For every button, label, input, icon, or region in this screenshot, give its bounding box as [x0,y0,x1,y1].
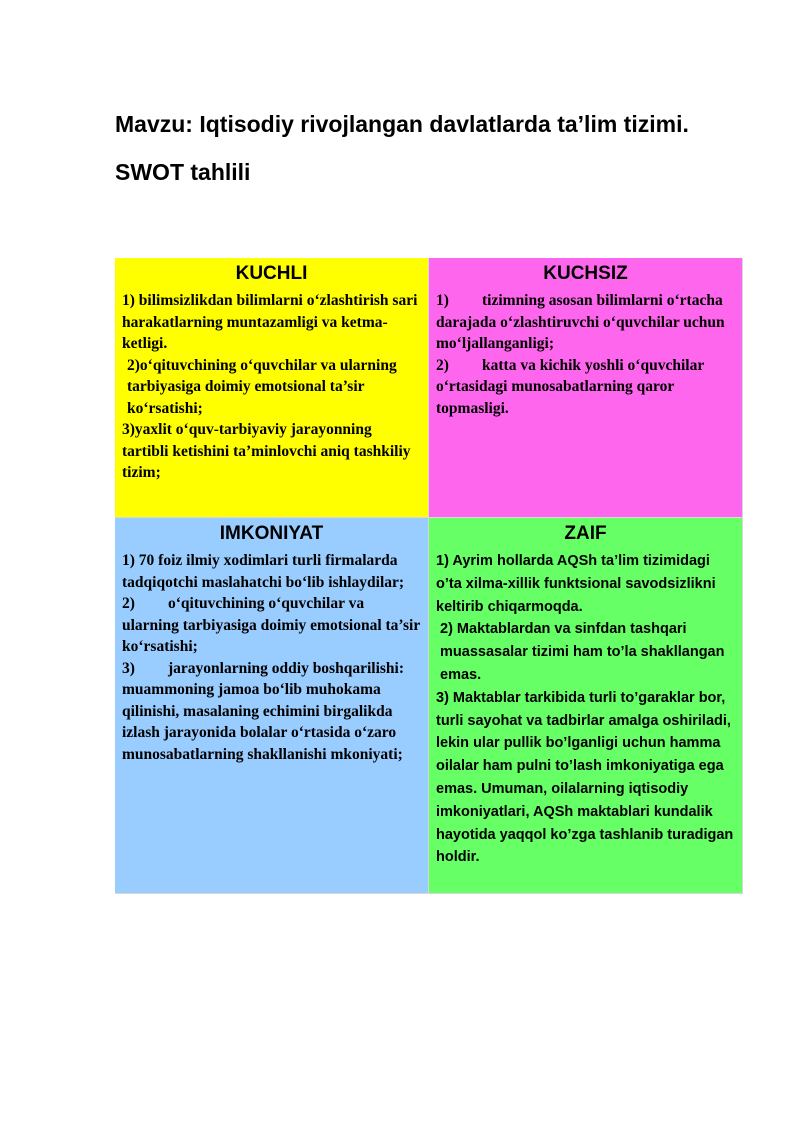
opportunities-cell [115,518,429,894]
threats-heading: ZAIF [564,523,607,544]
opportunities-item-2 [122,593,421,658]
strengths-item-1: 1) bilimsizlikdan bilimlarni o‘zlashtirish sari harakatlarning muntazamligi va ketma-ketligi. [122,292,418,352]
title-line-topic: Mavzu: Iqtisodiy rivojlangan davlatlarda ta’lim tizimi. [115,111,689,137]
opportunities-body [122,550,421,765]
opportunities-item-2-text: o‘qituvchining o‘quvchilar va ularning tarbiyasiga doimiy emotsional ta’sir ko‘rsatishi; [122,595,420,655]
strengths-cell [115,258,429,518]
title-line-swot: SWOT tahlili [115,159,251,185]
weaknesses-item-1 [436,290,735,355]
strengths-item-2: 2)o‘qituvchining o‘quvchilar va ularning tarbiyasiga doimiy emotsional ta’sir ko‘rsatishi; [127,356,397,417]
opportunities-item-3-text: jarayonlarning oddiy boshqarilishi: muammoning jamoa bo‘lib muhokama qilinishi, masalaning echimini birgalikda izlash jarayonida bolalar o‘rtasida o‘zaro munosabatlarning shakllanishi mkoniyati; [122,659,405,763]
opportunities-item-3 [122,658,421,766]
weaknesses-cell [429,258,743,518]
strengths-body [122,290,421,484]
weaknesses-item-2-number: 2) [436,356,449,374]
threats-item-1: 1) Ayrim hollarda AQSh ta’lim tizimidagi o’ta xilma-xillik funktsional savodsizlikni keltirib chiqarmoqda. [436,553,716,615]
weaknesses-item-2 [436,355,735,420]
opportunities-item-1: 1) 70 foiz ilmiy xodimlari turli firmalarda tadqiqotchi maslahatchi bo‘lib ishlaydilar; [122,552,405,591]
threats-item-2: 2) Maktablardan va sinfdan tashqari muassasalar tizimi ham to’la shakllangan emas. [440,621,725,683]
threats-body [436,550,735,869]
weaknesses-item-2-text: katta va kichik yoshli o‘quvchilar o‘rtasidagi munosabatlarning qaror topmasligi. [436,356,704,417]
strengths-heading: KUCHLI [235,263,308,284]
weaknesses-heading: KUCHSIZ [543,263,628,284]
weaknesses-body [436,290,735,419]
strengths-item-3: 3)yaxlit o‘quv-tarbiyaviy jarayonning tartibli ketishini ta’minlovchi aniq tashkiliy tizim; [122,421,411,481]
swot-table [115,258,743,894]
weaknesses-item-1-number: 1) [436,292,449,309]
threats-cell [429,518,743,894]
opportunities-item-3-number: 3) [122,659,135,677]
document-title [115,100,765,196]
opportunities-item-2-number: 2) [122,595,135,612]
threats-item-3: 3) Maktablar tarkibida turli to’garaklar bor, turli sayohat va tadbirlar amalga oshiriladi, lekin ular pullik bo’lganligi uchun hamma oilalar ham pulni to’lash imkoniyatiga ega emas. Umuman, oilalarning iqtisodiy imkoniyatlari, AQSh maktablari kundalik hayotida yaqqol ko’zga tashlanib turadigan holdir. [436,689,734,866]
weaknesses-item-1-text: tizimning asosan bilimlarni o‘rtacha darajada o‘zlashtiruvchi o‘quvchilar uchun mo‘ljallanganligi; [436,292,725,352]
opportunities-heading: IMKONIYAT [219,523,324,544]
